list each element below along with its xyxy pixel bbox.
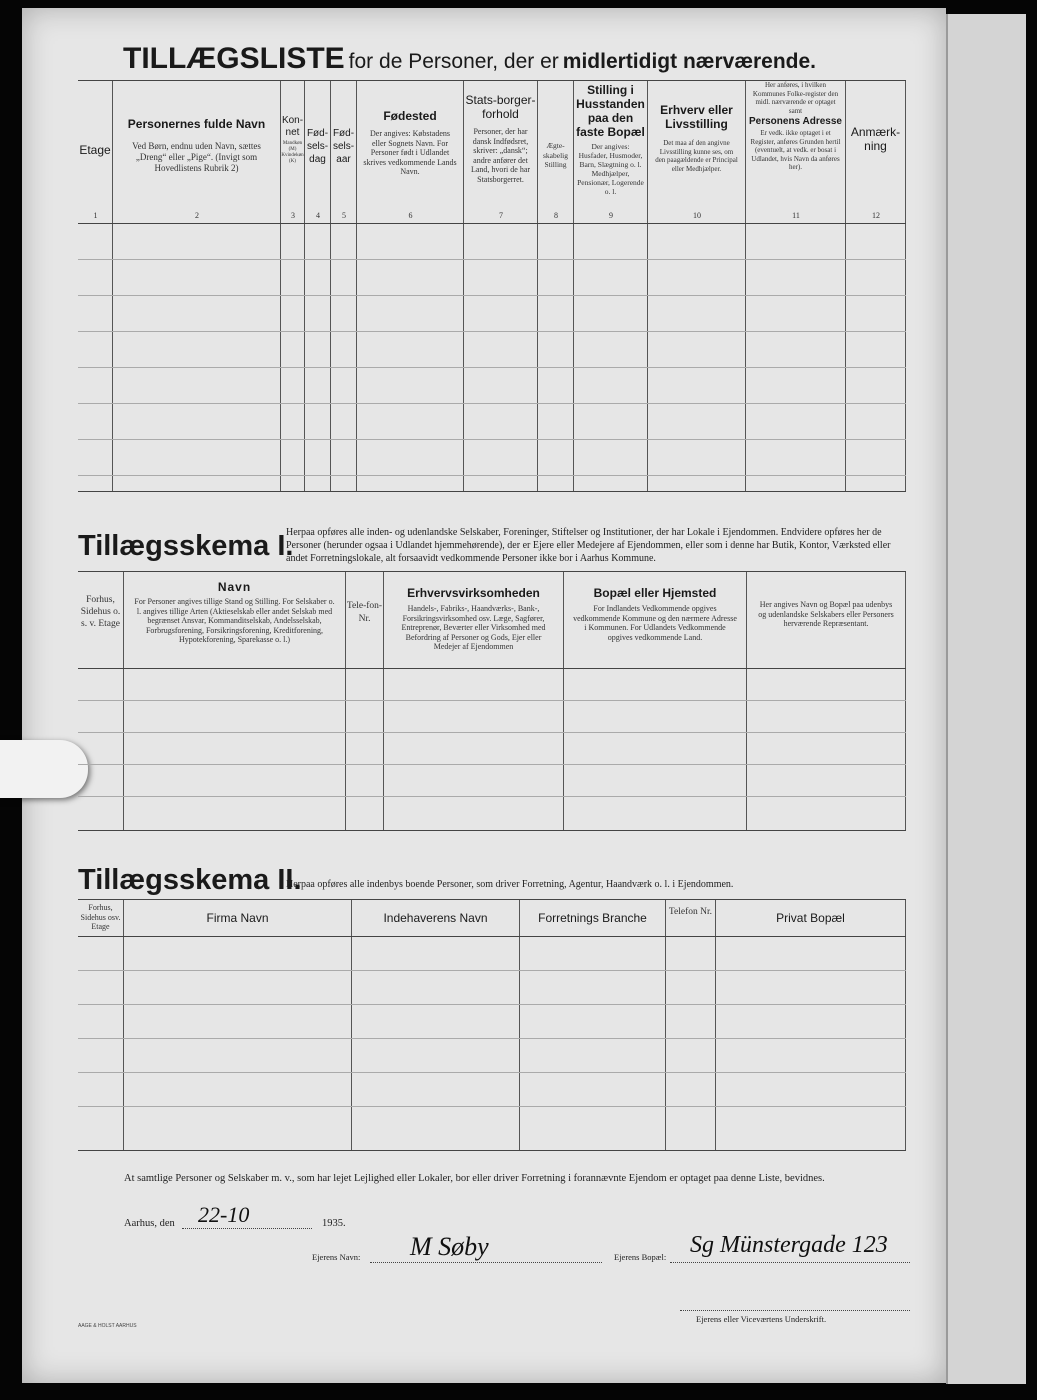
- place-label: Aarhus, den: [124, 1218, 175, 1229]
- title-end: midlertidigt nærværende.: [562, 50, 817, 73]
- owner-address-line: [670, 1262, 910, 1263]
- s2-col-privat-bopael: Privat Bopæl: [716, 900, 906, 1150]
- col-adresse: Her anføres, i hvilken Kommunes Folke-register den midl. nærværende er optaget samt Personens Adresse Er vedk. ikke optaget i et Register, anføres Grunden hertil (eventuelt, at vedk. er bosat i Udlandet, hvis Navn da anføres her).: [746, 81, 846, 491]
- col-erhverv: Erhverv eller Livsstilling Det maa af den angivne Livsstilling kunne ses, om den paagældende er Principal eller Medhjælper.: [648, 81, 746, 491]
- col-name: Personernes fulde Navn Ved Børn, endnu uden Navn, sættes „Dreng“ eller „Pige“. (Invigt som Hovedlistens Rubrik 2): [113, 81, 281, 491]
- col-num: 7: [499, 211, 503, 220]
- owner-address-label: Ejerens Bopæl:: [614, 1252, 667, 1262]
- s1-col-erhverv: Erhvervsvirksomheden Handels-, Fabriks-, Haandværks-, Bank-, Forsikringsvirksomhed osv. Læge, Sagfører, Entreprenør, Beværter eller Virksomhed med Befordring af Personer og Gods, Ejer eller Medejer af Ejendommen: [384, 572, 564, 830]
- printer-mark: AAGE & HOLST AARHUS: [78, 1323, 137, 1329]
- skema2-table: [78, 899, 906, 1151]
- skema2-title: Tillægsskema II.: [78, 864, 302, 896]
- title-bold: TILLÆGSLISTE: [123, 42, 345, 75]
- skema1-title: Tillægsskema I.: [78, 530, 294, 562]
- s1-col-bopael: Bopæl eller Hjemsted For Indlandets Vedkommende opgives vedkommende Kommune og den nærmere Adresse i Kommunen. For Udlandets Vedkommende opgives vedkommende Land.: [564, 572, 747, 830]
- s1-col-navn: Navn For Personer angives tillige Stand og Stilling. For Selskaber o. l. angives tillige Arten (Aktieselskab eller andet Selskab med begrænset Ansvar, Kommanditselskab, Andelsselskab, Forbrugsforening, Forsikringsforening, Kreditforening, Hypotekforening, Sparekasse o. l.): [124, 572, 346, 830]
- col-num: 5: [342, 211, 346, 220]
- col-num: 12: [872, 211, 880, 220]
- s1-col-telefon: Tele-fon-Nr.: [346, 572, 384, 830]
- skema1-description: Herpaa opføres alle inden- og udenlandske Selskaber, Foreninger, Stiftelser og Institutioner, der har Lokale i Ejendommen. Endvidere opføres her de Personer (herunder ogsaa i Udlandet hjemmehørende), der er Ejere eller Medejere af Ejendommen, eller som i denne har Butik, Kontor, Værksted eller andet Forretningslokale, alt forsaavidt vedkommende Personer ikke bor i Aarhus Kommune.: [286, 527, 891, 564]
- col-fodested: Fødested Der angives: Købstadens eller Sognets Navn. For Personer født i Udlandet skrives vedkommende Lands Navn.: [357, 81, 464, 491]
- main-list-table: [78, 80, 906, 492]
- title-middle: for de Personer, der er: [348, 50, 559, 73]
- s2-col-indehaver: Indehaverens Navn: [352, 900, 520, 1150]
- col-etage: Etage: [78, 81, 113, 491]
- skema2-description: Herpaa opføres alle indenbys boende Personer, som driver Forretning, Agentur, Haandværk o. l. i Ejendommen.: [286, 879, 734, 890]
- signature-label: Ejerens eller Viceværtens Underskrift.: [696, 1314, 827, 1324]
- owner-name-line: [370, 1262, 602, 1263]
- attestation-statement: At samtlige Personer og Selskaber m. v., som har lejet Lejlighed eller Lokaler, bor eller driver Forretning i forannævnte Ejendom er optaget paa denne Liste, bevidnes.: [124, 1173, 825, 1184]
- col-fodselsaar: Fød-sels-aar: [331, 81, 357, 491]
- page-title: [123, 42, 883, 76]
- col-husstand: Stilling i Husstanden paa den faste Bopæl Der angives: Husfader, Husmoder, Barn, Slægtning o. l. Medhjælper, Pensionær, Logerende o. l.: [574, 81, 648, 491]
- col-num: 6: [408, 211, 413, 220]
- s2-col-telefon: Telefon Nr.: [666, 900, 716, 1150]
- paper-tab: [0, 740, 88, 798]
- col-anmaerkning: Anmærk-ning: [846, 81, 906, 491]
- owner-name-handwritten: M Søby: [410, 1232, 489, 1261]
- col-aegteskab: Ægte-skabelig Stilling: [538, 81, 574, 491]
- year-label: 1935.: [322, 1218, 346, 1229]
- signature-line: [680, 1310, 910, 1311]
- date-line: [182, 1228, 312, 1229]
- col-num: 1: [93, 211, 98, 220]
- s2-col-firma: Firma Navn: [124, 900, 352, 1150]
- col-statsborger: Stats-borger-forhold Personer, der har dansk Indfødsret, skriver: „dansk“; andre anfører det Land, hvori de har Statsborgerret.: [464, 81, 538, 491]
- col-num: 3: [291, 211, 295, 220]
- owner-name-label: Ejerens Navn:: [312, 1252, 361, 1262]
- s1-col-repraesentant: Her angives Navn og Bopæl paa udenbys og udenlandske Selskabers eller Personers herværende Repræsentant.: [747, 572, 906, 830]
- col-num: 10: [693, 211, 701, 220]
- adjacent-page-edge: [946, 14, 1026, 1384]
- s2-col-branche: Forretnings Branche: [520, 900, 666, 1150]
- col-num: 2: [195, 211, 199, 220]
- col-num: 9: [609, 211, 613, 220]
- col-num: 11: [792, 211, 800, 220]
- skema1-table: [78, 571, 906, 831]
- col-konnet: Kon-net Mandkøn (M) Kvindekøn (K): [281, 81, 305, 491]
- date-handwritten: 22-10: [198, 1202, 250, 1227]
- s2-col-etage: Forhus, Sidehus osv. Etage: [78, 900, 124, 1150]
- s1-col-etage: Forhus, Sidehus o. s. v. Etage: [78, 572, 124, 830]
- col-num: 4: [316, 211, 320, 220]
- header-divider: [78, 223, 906, 224]
- owner-address-handwritten: Sg Münstergade 123: [690, 1232, 888, 1258]
- col-num: 8: [554, 211, 558, 220]
- col-fodselsdag: Fød-sels-dag: [305, 81, 331, 491]
